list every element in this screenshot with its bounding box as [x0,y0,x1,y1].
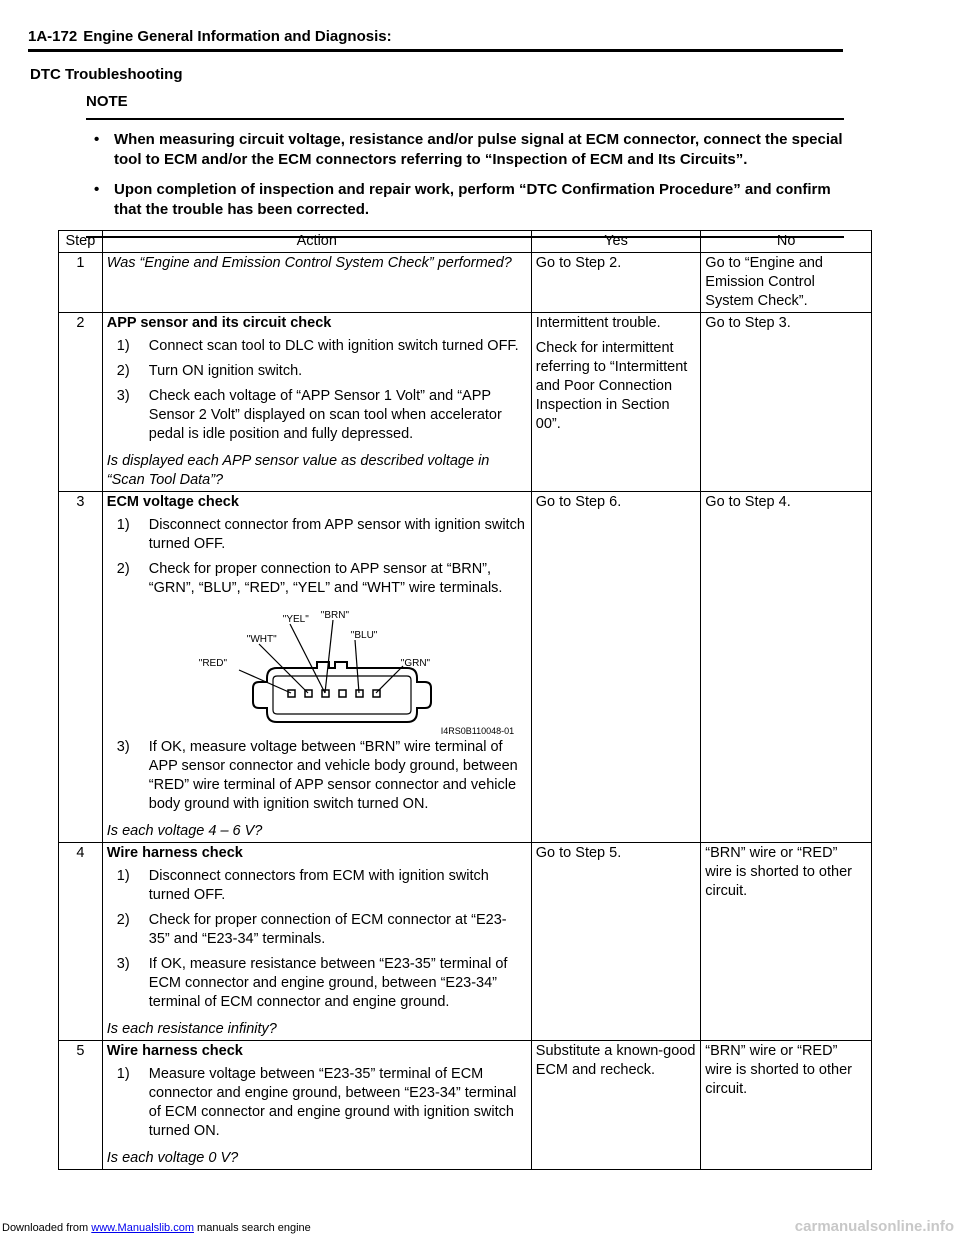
list-item [107,337,527,356]
table-row [59,313,872,492]
action-cell [102,253,531,313]
action-cell [102,1041,531,1170]
item-text: Disconnect connectors from ECM with ignition switch turned OFF. [148,868,489,903]
connector-diagram [107,604,527,736]
page-header-title: Engine General Information and Diagnosis: [83,28,392,45]
item-text: Measure voltage between “E23-35” terminal of ECM connector and engine ground, between “E23-34” terminal of ECM connector and engine ground with ignition switch turned ON. [148,1066,517,1139]
action-steps [107,337,527,444]
action-question: Is displayed each APP sensor value as described voltage in “Scan Tool Data”? [106,453,490,488]
table-row [59,253,872,313]
item-text: Check each voltage of “APP Sensor 1 Volt” and “APP Sensor 2 Volt” displayed on scan tool when accelerator pedal is idle position and fully depressed. [148,388,502,442]
action-cell [102,313,531,492]
yes-line: Check for intermittent referring to “Intermittent and Poor Connection Inspection in Section 00”. [535,340,688,432]
item-text: If OK, measure voltage between “BRN” wire terminal of APP sensor connector and vehicle body ground, between “RED” wire terminal of APP sensor connector and vehicle body ground with ignition switch turned ON. [148,739,518,812]
list-item [107,738,527,814]
action-title: Wire harness check [106,1043,243,1059]
watermark: carmanualsonline.info [794,1218,954,1235]
list-item [107,1065,527,1141]
yes-cell: Go to Step 6. [531,492,701,843]
list-item [107,955,527,1012]
header-action: Action [102,231,531,253]
wire-label-red: "RED" [198,658,227,669]
item-text: Connect scan tool to DLC with ignition switch turned OFF. [148,338,519,354]
action-title: ECM voltage check [106,494,239,510]
list-item [107,387,527,444]
item-text: Turn ON ignition switch. [148,363,303,379]
action-question: Is each voltage 0 V? [106,1150,239,1166]
item-text: Check for proper connection to APP sensor at “BRN”, “GRN”, “BLU”, “RED”, “YEL” and “WHT” wire terminals. [148,561,503,596]
item-text: If OK, measure resistance between “E23-35” terminal of ECM connector and engine ground, between “E23-34” terminal of ECM connector and engine ground. [148,956,508,1010]
item-number: 1) [116,517,130,533]
step-number: 1 [59,253,103,313]
header-yes: Yes [531,231,701,253]
step-number: 4 [59,843,103,1041]
action-steps [107,516,527,598]
action-steps [107,1065,527,1141]
action-steps [107,738,527,814]
connector-drawing [107,604,527,732]
note-item: • When measuring circuit voltage, resistance and/or pulse signal at ECM connector, connect the special tool to ECM and/or the ECM connectors referring to “Inspection of ECM and Its Circuits”. [86,130,844,170]
download-credit [2,1222,311,1234]
section-title: DTC Troubleshooting [30,66,183,83]
yes-cell [531,313,701,492]
list-item [107,911,527,949]
item-number: 1) [116,1066,130,1082]
dtc-troubleshooting-table [58,230,872,1170]
item-number: 2) [116,561,130,577]
action-steps [107,867,527,1012]
item-number: 2) [116,912,130,928]
note-box [86,92,844,238]
action-cell [102,492,531,843]
manualslib-link[interactable]: www.Manualslib.com [91,1222,194,1234]
table-header-row [59,231,872,253]
footer-prefix: Downloaded from [2,1222,89,1234]
yes-cell: Go to Step 5. [531,843,701,1041]
no-cell: Go to Step 4. [701,492,872,843]
yes-line: Intermittent trouble. [535,315,661,331]
wire-label-blu: "BLU" [350,630,378,641]
item-number: 3) [116,956,130,972]
wire-label-wht: "WHT" [246,634,277,645]
item-number: 3) [116,388,130,404]
item-number: 2) [116,363,130,379]
action-question: Is each voltage 4 – 6 V? [106,823,263,839]
page-header [28,28,843,52]
step-number: 2 [59,313,103,492]
yes-cell: Substitute a known-good ECM and recheck. [531,1041,701,1170]
item-number: 1) [116,868,130,884]
list-item [107,560,527,598]
no-cell: “BRN” wire or “RED” wire is shorted to other circuit. [701,1041,872,1170]
item-number: 1) [116,338,130,354]
item-text: Check for proper connection of ECM connector at “E23-35” and “E23-34” terminals. [148,912,507,947]
action-question: Was “Engine and Emission Control System Check” performed? [106,255,512,271]
wire-label-yel: "YEL" [282,614,309,625]
no-cell: Go to Step 3. [701,313,872,492]
note-list [86,120,844,238]
note-label: NOTE [86,92,844,120]
table-row [59,492,872,843]
list-item [107,362,527,381]
action-title: APP sensor and its circuit check [106,315,332,331]
table-row [59,843,872,1041]
no-cell: Go to “Engine and Emission Control System Check”. [701,253,872,313]
action-question: Is each resistance infinity? [106,1021,277,1037]
action-cell [102,843,531,1041]
step-number: 5 [59,1041,103,1170]
figure-code: I4RS0B110048-01 [440,726,515,736]
step-number: 3 [59,492,103,843]
list-item [107,516,527,554]
table-row [59,1041,872,1170]
action-title: Wire harness check [106,845,243,861]
header-step: Step [59,231,103,253]
item-text: Disconnect connector from APP sensor with ignition switch turned OFF. [148,517,525,552]
wire-label-brn: "BRN" [320,610,349,621]
page-number: 1A-172 [28,28,78,45]
wire-label-grn: "GRN" [400,658,431,669]
list-item [107,867,527,905]
footer-suffix: manuals search engine [197,1222,311,1234]
note-item: • Upon completion of inspection and repair work, perform “DTC Confirmation Procedure” and confirm that the trouble has been corrected. [86,180,844,220]
header-no: No [701,231,872,253]
yes-cell: Go to Step 2. [531,253,701,313]
no-cell: “BRN” wire or “RED” wire is shorted to other circuit. [701,843,872,1041]
item-number: 3) [116,739,130,755]
